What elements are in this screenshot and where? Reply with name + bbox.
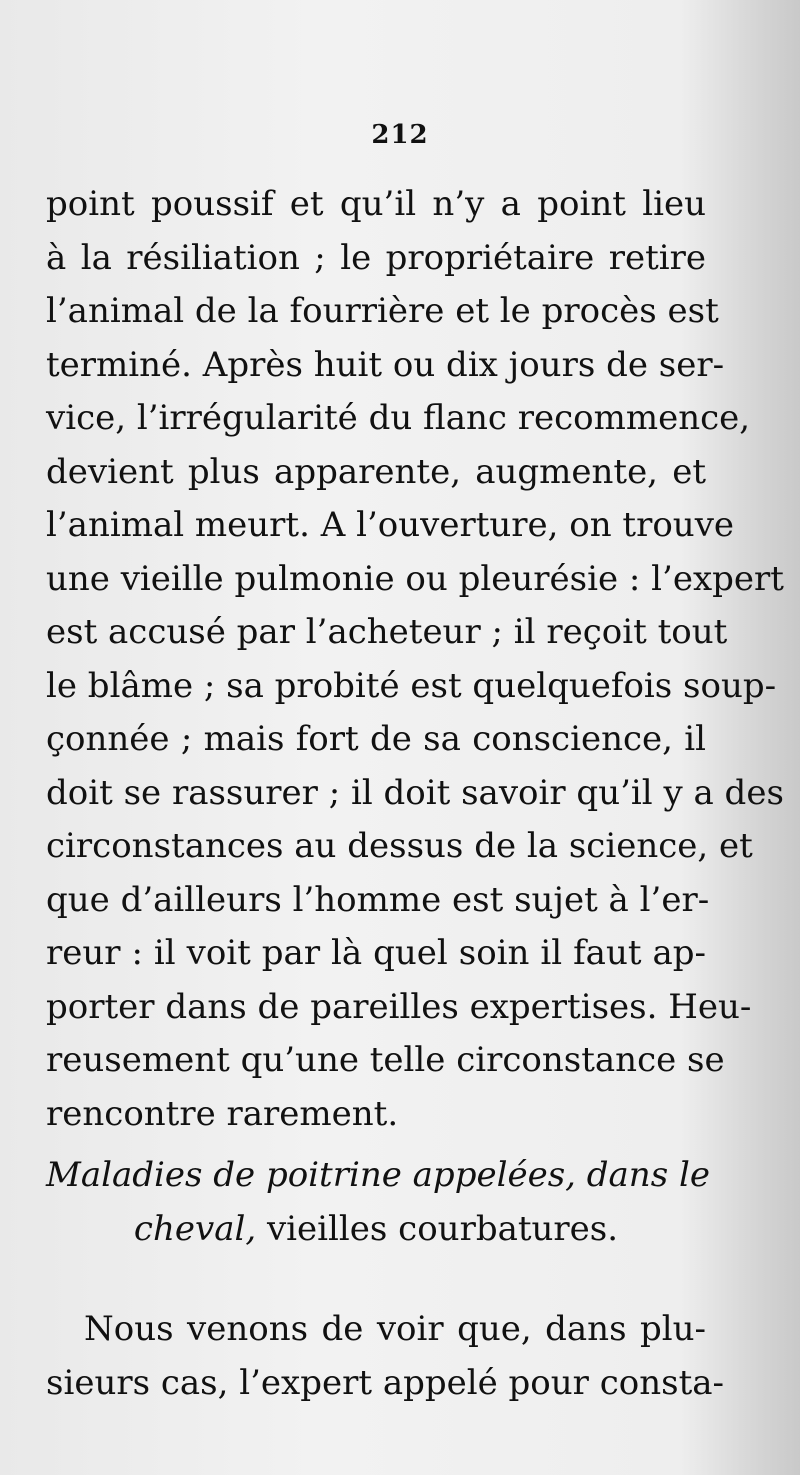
heading-line: Maladies de poitrine appelées, dans le [46, 1155, 710, 1195]
text-line: devient plus apparente, augmente, et [46, 451, 706, 492]
text-line: point poussif et qu’il n’y a point lieu [46, 184, 706, 224]
text-line: terminé. Après huit ou dix jours de ser- [46, 344, 725, 385]
text-line: doit se rassurer ; il doit savoir qu’il y a des [46, 772, 784, 813]
heading-line [46, 1202, 706, 1256]
paragraph-1 [46, 178, 784, 1141]
text-line: çonnée ; mais fort de sa conscience, il [46, 719, 706, 759]
paragraph-2 [46, 1303, 725, 1410]
page-number: 212 [371, 120, 429, 150]
text-line: reur : il voit par là quel soin il faut ap- [46, 933, 706, 973]
heading-roman-words: vieilles courbatures. [256, 1209, 619, 1249]
text-line: Nous venons de voir que, dans plu- [84, 1309, 706, 1349]
text-line: est accusé par l’acheteur ; il reçoit tout [46, 612, 728, 652]
text-line: l’animal de la fourrière et le procès est [46, 291, 719, 331]
heading-italic-word: cheval, [133, 1209, 257, 1249]
text-line: l’animal meurt. A l’ouverture, on trouve [46, 505, 735, 545]
text-line: le blâme ; sa probité est quelquefois soup- [46, 665, 777, 706]
text-line: circonstances au dessus de la science, et [46, 826, 753, 866]
text-line: porter dans de pareilles expertises. Heu- [46, 986, 752, 1027]
text-line: à la résiliation ; le propriétaire retire [46, 237, 706, 278]
text-line: sieurs cas, l’expert appelé pour consta- [46, 1362, 725, 1403]
section-heading [46, 1148, 710, 1256]
text-line: vice, l’irrégularité du flanc recommence, [46, 398, 751, 438]
text-line: rencontre rarement. [46, 1093, 399, 1134]
text-line: reusement qu’une telle circonstance se [46, 1040, 725, 1080]
text-line: une vieille pulmonie ou pleurésie : l’expert [46, 558, 784, 599]
text-line: que d’ailleurs l’homme est sujet à l’er- [46, 879, 710, 920]
